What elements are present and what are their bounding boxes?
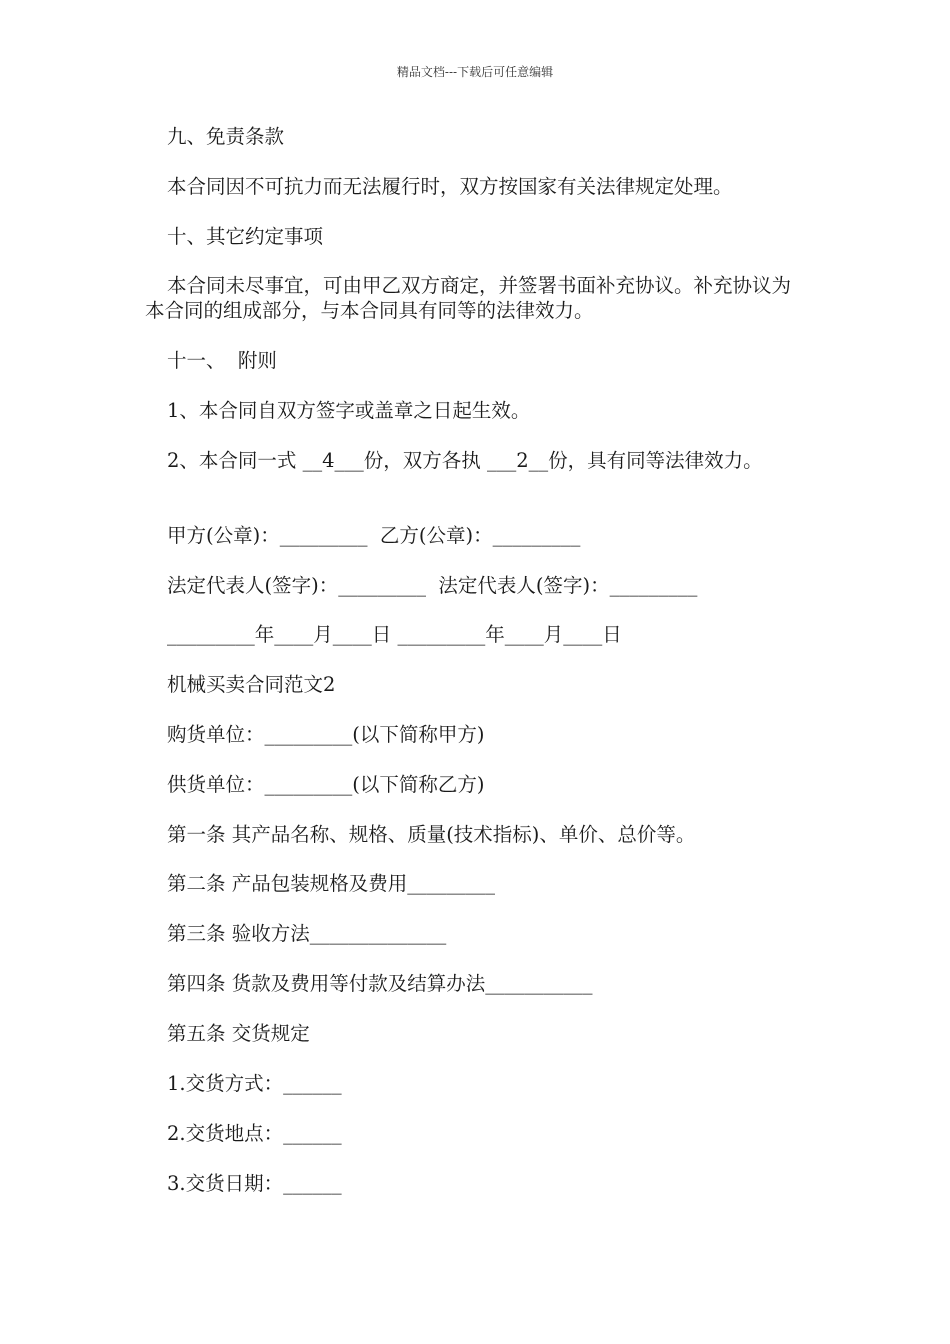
article-2: 第二条 产品包装规格及费用_________ <box>167 872 495 895</box>
section-heading-disclaimer: 九、免责条款 <box>167 125 285 148</box>
signature-representative-line: 法定代表人(签字)：_________ 法定代表人(签字)：_________ <box>167 574 698 597</box>
section-heading-appendix: 十一、 附则 <box>167 349 277 372</box>
clause-copies: 2、本合同一式 __4___份，双方各执 ___2__份，具有同等法律效力。 <box>167 449 763 472</box>
delivery-location-field: 2.交货地点：______ <box>167 1122 342 1145</box>
article-3: 第三条 验收方法______________ <box>167 922 447 945</box>
paragraph-force-majeure: 本合同因不可抗力而无法履行时，双方按国家有关法律规定处理。 <box>167 175 733 198</box>
delivery-method-field: 1.交货方式：______ <box>167 1072 342 1095</box>
supplier-field: 供货单位：_________(以下简称乙方) <box>167 773 485 796</box>
buyer-field: 购货单位：_________(以下简称甲方) <box>167 723 485 746</box>
paragraph-supplementary-agreement: 本合同未尽事宜，可由甲乙双方商定，并签署书面补充协议。补充协议为本合同的组成部分，与本合同具有同等的法律效力。 <box>145 274 792 322</box>
section-heading-other-terms: 十、其它约定事项 <box>167 225 324 248</box>
page-header: 精品文档---下载后可任意编辑 <box>396 65 554 79</box>
clause-effective-date: 1、本合同自双方签字或盖章之日起生效。 <box>167 399 531 422</box>
article-5: 第五条 交货规定 <box>167 1022 310 1045</box>
article-1: 第一条 其产品名称、规格、质量(技术指标)、单价、总价等。 <box>167 823 696 846</box>
article-4: 第四条 货款及费用等付款及结算办法___________ <box>167 972 593 995</box>
delivery-date-field: 3.交货日期：______ <box>167 1172 342 1195</box>
signature-seal-line: 甲方(公章)：_________ 乙方(公章)：_________ <box>167 524 581 547</box>
signature-date-line: _________年____月____日 _________年____月____日 <box>167 623 622 646</box>
contract-title-2: 机械买卖合同范文2 <box>167 673 336 696</box>
